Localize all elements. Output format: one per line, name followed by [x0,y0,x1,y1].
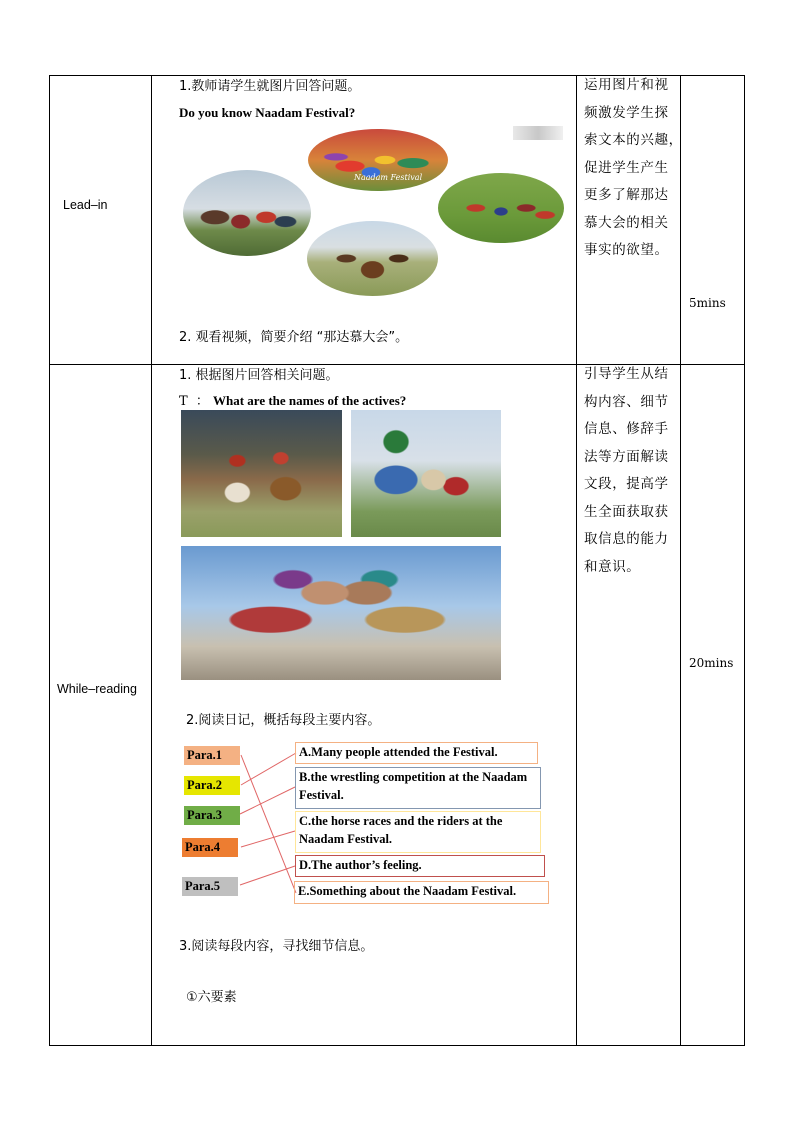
while-reading-step-1: 1. 根据图片回答相关问题。 [179,368,339,383]
photo-caption: Naadam Festival [354,173,423,182]
stage-label-lead-in: Lead–in [63,198,108,212]
question-colon: ： [195,394,209,409]
match-line-3 [240,787,295,814]
purpose-line: 信息、修辞手 [584,421,669,437]
while-reading-step-3: 3.阅读每段内容，寻找细节信息。 [179,939,374,954]
option-b: B.the wrestling competition at the Naadam Festival. [295,767,541,809]
while-reading-purpose [584,361,669,581]
purpose-line: 慕大会的相关 [584,214,669,231]
purpose-line: 构内容、细节 [584,393,669,410]
option-c: C.the horse races and the riders at the Naadam Festival. [295,811,541,853]
purpose-line: 促进学生产生 [584,159,669,176]
para-label-2: Para.2 [184,776,240,795]
option-e: E.Something about the Naadam Festival. [294,881,549,904]
time-label-while-reading: 20mins [689,656,734,670]
para-label-1: Para.1 [184,746,240,765]
purpose-line: 和意识。 [584,558,641,575]
lead-in-step-2: 2. 观看视频，简要介绍 “那达慕大会”。 [179,330,409,345]
while-reading-question: What are the names of the actives? [212,393,407,408]
purpose-line: 法等方面解读 [584,448,669,465]
para-label-4: Para.4 [182,838,238,857]
option-a: A.Many people attended the Festival. [295,742,538,764]
purpose-line: 索文本的兴趣， [584,132,683,148]
purpose-line: 运用图片和视 [584,77,669,93]
match-line-2 [241,753,296,785]
purpose-line: 生全面获取获 [584,503,669,520]
option-d: D.The author’s feeling. [295,855,545,877]
lead-in-question: Do you know Naadam Festival? [179,105,356,120]
lead-in-step-1: 1.教师请学生就图片回答问题。 [179,79,361,94]
while-reading-step-4: ①六要素 [186,990,237,1005]
time-label-lead-in: 5mins [689,296,726,310]
purpose-line: 频激发学生探 [584,104,669,121]
purpose-line: 引导学生从结 [584,366,669,382]
purpose-line: 事实的欲望。 [584,242,669,258]
match-line-1 [241,755,296,893]
match-line-5 [240,866,295,885]
purpose-line: 更多了解那达 [584,187,669,203]
purpose-line: 文段，提高学 [584,476,669,492]
para-label-5: Para.5 [182,877,238,896]
question-prefix: T [179,394,188,409]
match-line-4 [241,831,295,847]
para-label-3: Para.3 [184,806,240,825]
purpose-line: 取信息的能力 [584,531,669,547]
stage-label-while-reading: While–reading [57,682,137,696]
while-reading-step-2: 2.阅读日记，概括每段主要内容。 [186,713,381,728]
